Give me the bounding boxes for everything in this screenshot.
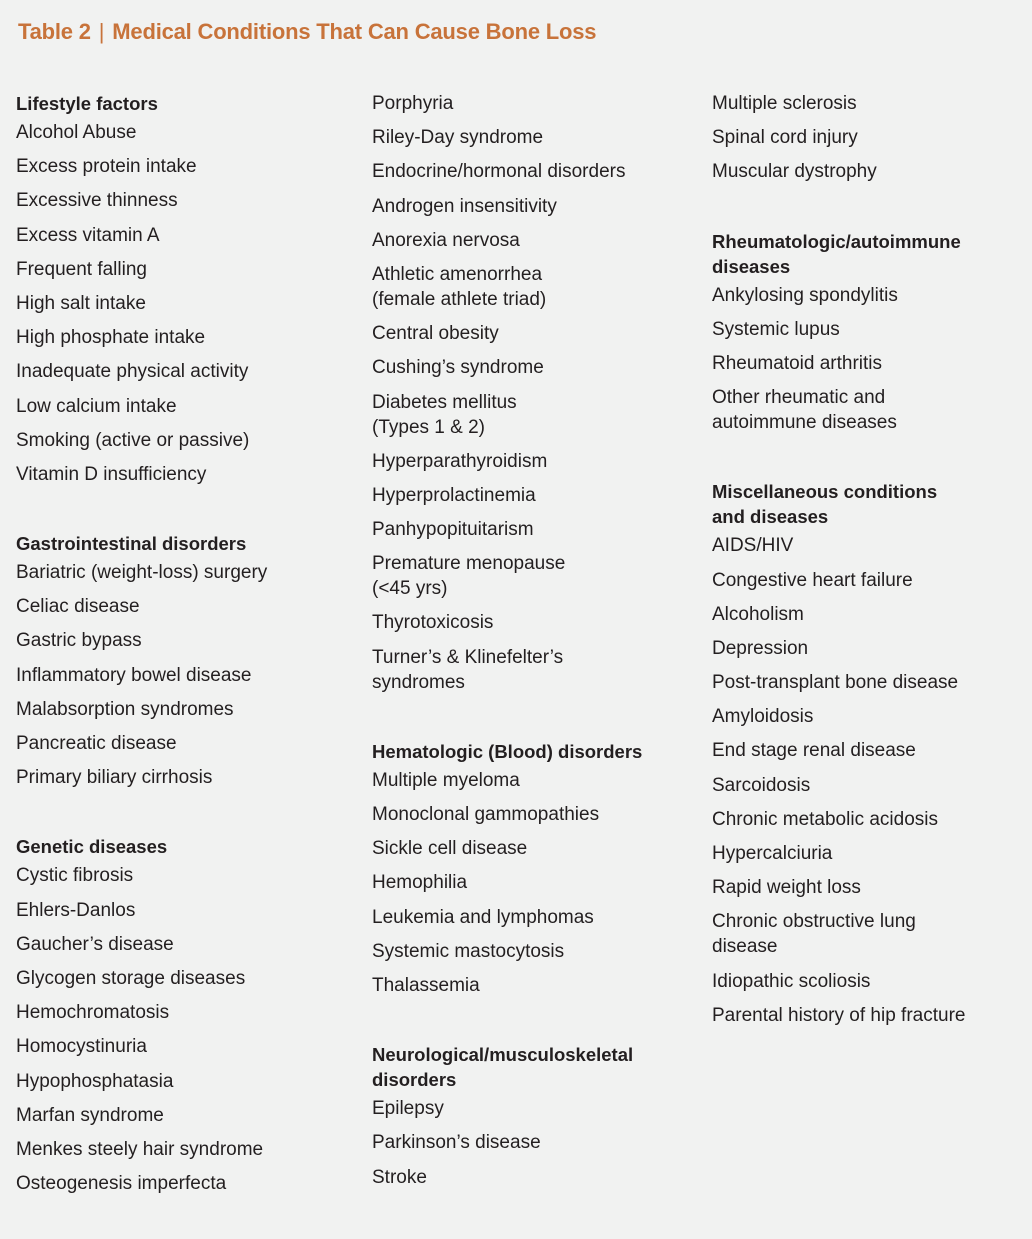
condition-item: Menkes steely hair syndrome — [16, 1138, 264, 1160]
condition-item: Muscular dystrophy — [712, 161, 877, 183]
condition-item: Cushing’s syndrome — [372, 357, 544, 379]
condition-item: Excess protein intake — [16, 156, 197, 178]
condition-item: Central obesity — [372, 323, 499, 345]
condition-item: Diabetes mellitus (Types 1 & 2) — [372, 391, 517, 438]
condition-item: Idiopathic scoliosis — [712, 970, 871, 992]
section — [712, 90, 1012, 194]
condition-item: Hyperprolactinemia — [372, 484, 536, 506]
condition-item: Other rheumatic and autoimmune diseases — [712, 387, 897, 434]
section-heading: Miscellaneous conditions and diseases — [712, 481, 938, 528]
condition-item: Thyrotoxicosis — [372, 612, 494, 634]
condition-item: AIDS/HIV — [712, 535, 794, 557]
condition-item: Low calcium intake — [16, 395, 177, 417]
condition-item: Hemophilia — [372, 872, 468, 894]
condition-item: Osteogenesis imperfecta — [16, 1173, 227, 1195]
condition-item: Rapid weight loss — [712, 877, 861, 899]
section-heading: Gastrointestinal disorders — [16, 533, 247, 555]
section — [712, 478, 1012, 1037]
table-title — [18, 19, 596, 45]
condition-item: Hyperparathyroidism — [372, 450, 548, 472]
condition-item: Epilepsy — [372, 1098, 444, 1120]
condition-item: Glycogen storage diseases — [16, 967, 246, 989]
condition-item: Thalassemia — [372, 974, 480, 996]
condition-item: Inadequate physical activity — [16, 361, 249, 383]
condition-item: End stage renal disease — [712, 740, 916, 762]
condition-item: Depression — [712, 637, 809, 659]
column-3 — [712, 90, 1012, 1071]
condition-item: Smoking (active or passive) — [16, 429, 250, 451]
condition-item: Parental history of hip fracture — [712, 1004, 966, 1026]
condition-item: Excess vitamin A — [16, 224, 160, 246]
condition-item: Sarcoidosis — [712, 774, 811, 796]
condition-item: Turner’s & Klinefelter’s syndromes — [372, 646, 564, 693]
condition-item: Leukemia and lymphomas — [372, 906, 594, 928]
condition-item: Ehlers-Danlos — [16, 899, 136, 921]
condition-item: Cystic fibrosis — [16, 865, 134, 887]
condition-item: Primary biliary cirrhosis — [16, 767, 213, 789]
condition-item: Frequent falling — [16, 258, 147, 280]
condition-item: Systemic mastocytosis — [372, 940, 565, 962]
column-1 — [16, 90, 356, 1239]
condition-item: Bariatric (weight-loss) surgery — [16, 562, 268, 584]
condition-item: Hypophosphatasia — [16, 1070, 174, 1092]
condition-item: Excessive thinness — [16, 190, 178, 212]
condition-item: Parkinson’s disease — [372, 1132, 541, 1154]
condition-item: Vitamin D insufficiency — [16, 463, 207, 485]
condition-item: Gastric bypass — [16, 630, 142, 652]
section-heading: Genetic diseases — [16, 836, 168, 858]
section-heading: Neurological/musculoskeletal disorders — [372, 1044, 634, 1091]
section — [16, 90, 356, 496]
table-number: Table 2 — [18, 19, 91, 44]
section-heading: Lifestyle factors — [16, 93, 158, 114]
condition-item: Multiple myeloma — [372, 769, 520, 791]
condition-item: Sickle cell disease — [372, 838, 528, 860]
condition-item: Spinal cord injury — [712, 127, 858, 149]
condition-item: Stroke — [372, 1166, 427, 1188]
condition-item: Alcohol Abuse — [16, 122, 137, 143]
condition-item: Chronic obstructive lung disease — [712, 911, 916, 958]
column-2 — [372, 90, 692, 1233]
condition-item: Premature menopause (<45 yrs) — [372, 553, 566, 600]
condition-item: Marfan syndrome — [16, 1104, 164, 1126]
section — [372, 90, 692, 704]
condition-item: Pancreatic disease — [16, 733, 177, 754]
condition-item: Gaucher’s disease — [16, 933, 174, 955]
condition-item: Panhypopituitarism — [372, 519, 534, 541]
condition-item: Celiac disease — [16, 596, 140, 618]
condition-item: Monoclonal gammopathies — [372, 804, 600, 825]
condition-item: Congestive heart failure — [712, 569, 913, 591]
condition-item: Inflammatory bowel disease — [16, 664, 252, 686]
condition-item: Ankylosing spondylitis — [712, 284, 898, 306]
condition-item: Systemic lupus — [712, 318, 840, 340]
condition-item: Athletic amenorrhea (female athlete triad) — [372, 263, 547, 310]
condition-item: Malabsorption syndromes — [16, 698, 234, 720]
condition-item: High salt intake — [16, 292, 146, 314]
condition-item: Amyloidosis — [712, 706, 814, 728]
condition-item: Hypercalciuria — [712, 843, 833, 864]
condition-item: Riley-Day syndrome — [372, 127, 544, 149]
condition-item: Multiple sclerosis — [712, 93, 857, 114]
section — [16, 530, 356, 799]
condition-item: Hemochromatosis — [16, 1002, 170, 1024]
section-heading: Hematologic (Blood) disorders — [372, 740, 643, 762]
table-title-text: Medical Conditions That Can Cause Bone Loss — [112, 19, 597, 44]
condition-item: Rheumatoid arthritis — [712, 352, 883, 374]
condition-item: Anorexia nervosa — [372, 229, 520, 251]
condition-item: Homocystinuria — [16, 1036, 147, 1058]
condition-item: Porphyria — [372, 93, 454, 114]
section — [16, 833, 356, 1205]
section — [372, 1041, 692, 1199]
condition-item: Androgen insensitivity — [372, 195, 557, 217]
condition-item: Chronic metabolic acidosis — [712, 808, 938, 830]
condition-item: Alcoholism — [712, 603, 804, 625]
condition-item: Endocrine/hormonal disorders — [372, 161, 626, 183]
title-separator: | — [98, 19, 105, 44]
condition-item: High phosphate intake — [16, 327, 206, 349]
section — [712, 228, 1012, 445]
section-heading: Rheumatologic/autoimmune diseases — [712, 230, 961, 277]
section — [372, 738, 692, 1007]
condition-item: Post-transplant bone disease — [712, 672, 959, 694]
